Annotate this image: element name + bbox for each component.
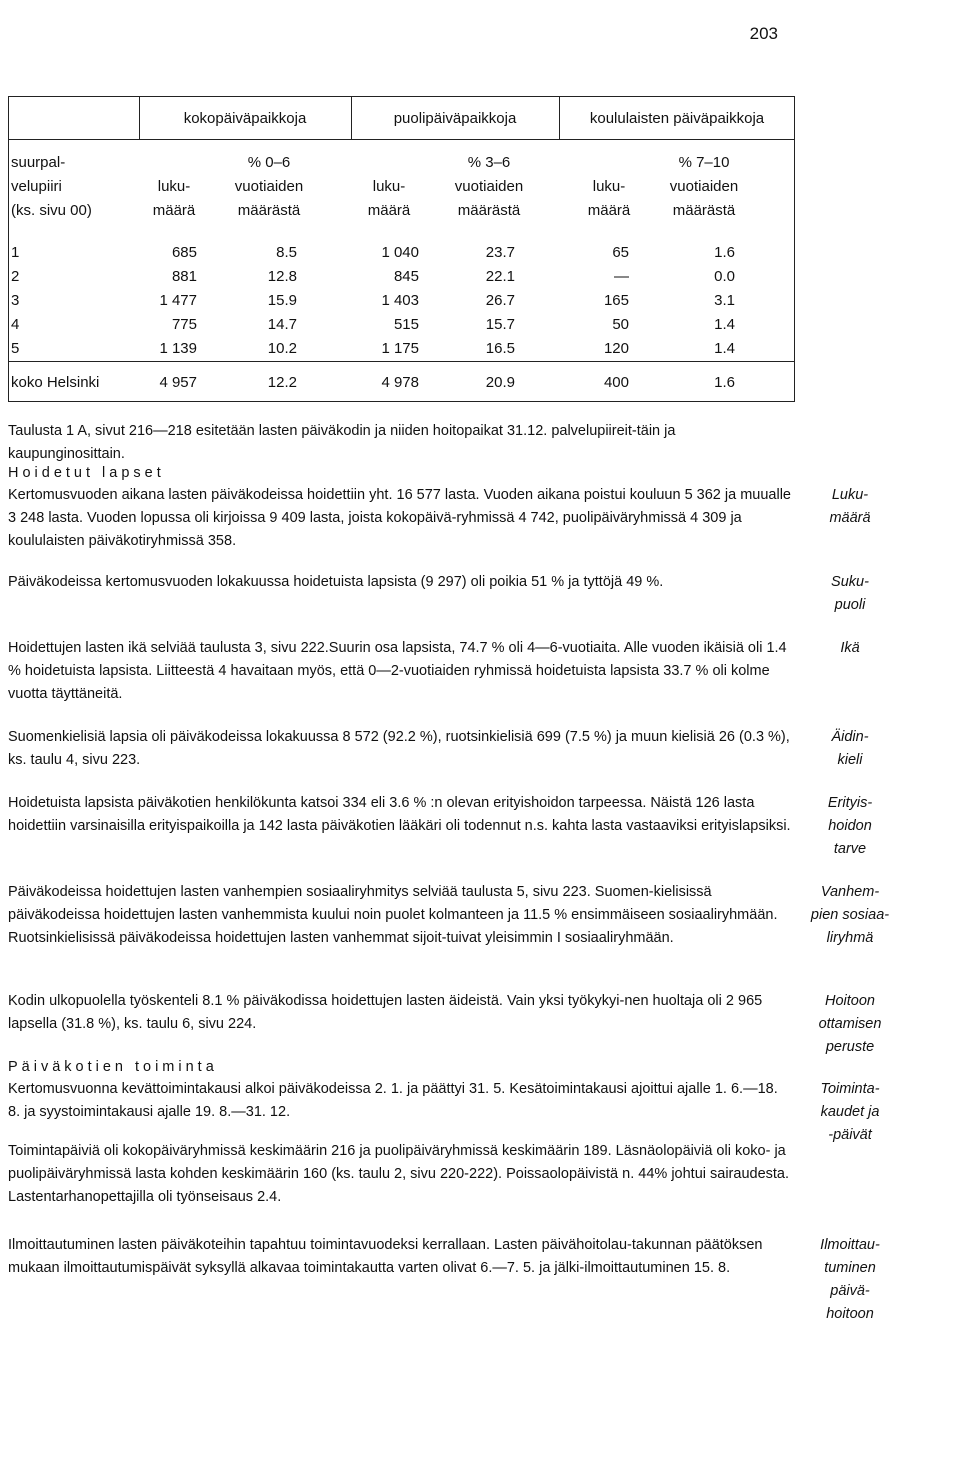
column-school-count: 65 — 165 50 120 xyxy=(603,244,629,357)
table-rule xyxy=(9,361,794,362)
margin-note-language: Äidin- kieli xyxy=(831,729,869,768)
column-header-percent-3-6: % 3–6 vuotiaiden määrästä xyxy=(454,154,524,219)
total-value: 20.9 xyxy=(485,374,515,391)
column-school-percent: 1.6 0.0 3.1 1.4 1.4 xyxy=(714,244,735,357)
margin-note-special-care: Erityis- hoidon tarve xyxy=(827,795,873,857)
group-header-half-day: puolipäiväpaikkoja xyxy=(393,110,517,127)
section-heading: Hoidetut lapset xyxy=(8,465,165,481)
margin-note-admission: Hoitoon ottamisen peruste xyxy=(818,993,882,1055)
column-half-day-count: 1 040 845 1 403 515 1 175 xyxy=(381,244,419,357)
column-header-count: luku- määrä xyxy=(152,178,196,219)
column-full-day-count: 685 881 1 477 775 1 139 xyxy=(159,244,197,357)
total-value: 4 957 xyxy=(159,374,197,391)
paragraph-days: Toimintapäiviä oli kokopäiväryhmissä keskimäärin 216 ja puolipäiväryhmissä keskimäärin 189. Läsnäolopäiviä oli koko- ja puolipäiväryhmissä lasta kohden keskimäärin 160 (ks. taulu 2, sivu 220-222). Poissaolopäivistä n. 44% johtui sairaudesta. Lastentarhanopettajilla oli työnseisaus 2.4. xyxy=(8,1143,790,1205)
margin-note-seasons: Toiminta- kaudet ja -päivät xyxy=(820,1081,880,1143)
paragraph-age: Hoidettujen lasten ikä selviää taulusta 3, sivu 222.Suurin osa lapsista, 74.7 % oli 4—6-vuotiaita. Alle vuoden ikäisiä oli 1.4 % hoidetuista lapsista. Liitteestä 4 havaitaan myös, että 0—2-vuotiaiden ryhmissä hoidetuista lapsista 33.7 % oli kolme vuotta täyttäneitä. xyxy=(8,640,787,702)
column-district: 1 2 3 4 5 xyxy=(11,244,20,357)
paragraph-language: Suomenkielisiä lapsia oli päiväkodeissa lokakuussa 8 572 (92.2 %), ruotsinkielisiä 699 (7.5 %) ja muun kielisiä 26 (0.3 %), ks. taulu 4, sivu 223. xyxy=(8,729,790,768)
paragraph-seasons: Kertomusvuonna kevättoimintakausi alkoi päiväkodeissa 2. 1. ja päättyi 31. 5. Kesätoimintakausi ajoittui ajalle 1. 6.—18. 8. ja syystoimintakausi ajalle 19. 8.—31. 12. xyxy=(8,1081,778,1120)
column-header-count: luku- määrä xyxy=(367,178,411,219)
total-value: 400 xyxy=(603,374,629,391)
paragraph-social-group: Päiväkodeissa hoidettujen lasten vanhempien sosiaaliryhmitys selviää taulusta 5, sivu 223. Suomen-kielisissä päiväkodeissa hoidettujen lasten vanhemmista kuului noin puolet kolmanteen ja 11.5 % ensimmäiseen sosiaaliryhmään. Ruotsinkielisissä päiväkodeissa hoidettujen lasten vanhemmat sijoit-tuivat yleisimmin I sosiaaliryhmään. xyxy=(8,884,778,946)
margin-note-social-group: Vanhem- pien sosiaa- liryhmä xyxy=(810,884,890,946)
total-value: 1.6 xyxy=(714,374,735,391)
paragraph-special-care: Hoidetuista lapsista päiväkotien henkilökunta katsoi 334 eli 3.6 % :n olevan erityishoidon tarpeessa. Näistä 126 lasta hoidettiin varsinaisilla erityispaikoilla ja 142 lasta päiväkotien lääkäri oli todennut n.s. kahta lasta vastaaviksi erityislapsiksi. xyxy=(8,795,791,834)
margin-note-count: Luku- määrä xyxy=(829,487,871,526)
paragraph-registration: Ilmoittautuminen lasten päiväkoteihin tapahtuu toimintavuodeksi kerrallaan. Lasten päivähoitolau-takunnan päätöksen mukaan ilmoittautumispäivät syksyllä alkavaa toimintakautta varten olivat 6.—7. 5. ja jälki-ilmoittautuminen 15. 8. xyxy=(8,1237,763,1276)
group-header-full-day: kokopäiväpaikkoja xyxy=(183,110,307,127)
statistics-table xyxy=(8,96,795,402)
margin-note-registration: Ilmoittau- tuminen päivä- hoitoon xyxy=(820,1237,880,1322)
column-header-percent-7-10: % 7–10 vuotiaiden määrästä xyxy=(669,154,739,219)
margin-note-gender: Suku- puoli xyxy=(831,574,869,613)
column-half-day-percent: 23.7 22.1 26.7 15.7 16.5 xyxy=(485,244,515,357)
section-heading: Päiväkotien toiminta xyxy=(8,1059,218,1075)
page-number: 203 xyxy=(749,24,778,43)
column-header-count: luku- määrä xyxy=(587,178,631,219)
total-value: 12.2 xyxy=(267,374,297,391)
total-value: 4 978 xyxy=(381,374,419,391)
paragraph-admission: Kodin ulkopuolella työskenteli 8.1 % päiväkodissa hoidettujen lasten äideistä. Vain yksi työkykyi-nen huoltaja oli 2 965 lapsella (31.8 %), ks. taulu 6, sivu 224. xyxy=(8,993,763,1032)
margin-note-age: Ikä xyxy=(840,640,860,656)
total-label: koko Helsinki xyxy=(11,374,100,391)
intro-paragraph: Taulusta 1 A, sivut 216—218 esitetään lasten päiväkodin ja niiden hoitopaikat 31.12. palvelupiireit-täin ja kaupunginosittain. xyxy=(8,423,676,462)
column-full-day-percent: 8.5 12.8 15.9 14.7 10.2 xyxy=(267,244,297,357)
table-rule xyxy=(9,139,794,140)
column-header-percent-0-6: % 0–6 vuotiaiden määrästä xyxy=(234,154,304,219)
group-header-school-day: koululaisten päiväpaikkoja xyxy=(589,110,765,127)
column-header-district: suurpal- velupiiri (ks. sivu 00) xyxy=(11,154,92,219)
paragraph-gender: Päiväkodeissa kertomusvuoden lokakuussa hoidetuista lapsista (9 297) oli poikia 51 % ja tyttöjä 49 %. xyxy=(8,574,664,590)
paragraph-children-count: Kertomusvuoden aikana lasten päiväkodeissa hoidettiin yht. 16 577 lasta. Vuoden aikana poistui kouluun 5 362 ja muualle 3 248 lasta. Vuoden lopussa oli kirjoissa 9 409 lasta, joista kokopäivä-ryhmissä 4 742, puolipäiväryhmissä 4 309 ja koululaisten päiväkotiryhmissä 358. xyxy=(8,487,791,549)
